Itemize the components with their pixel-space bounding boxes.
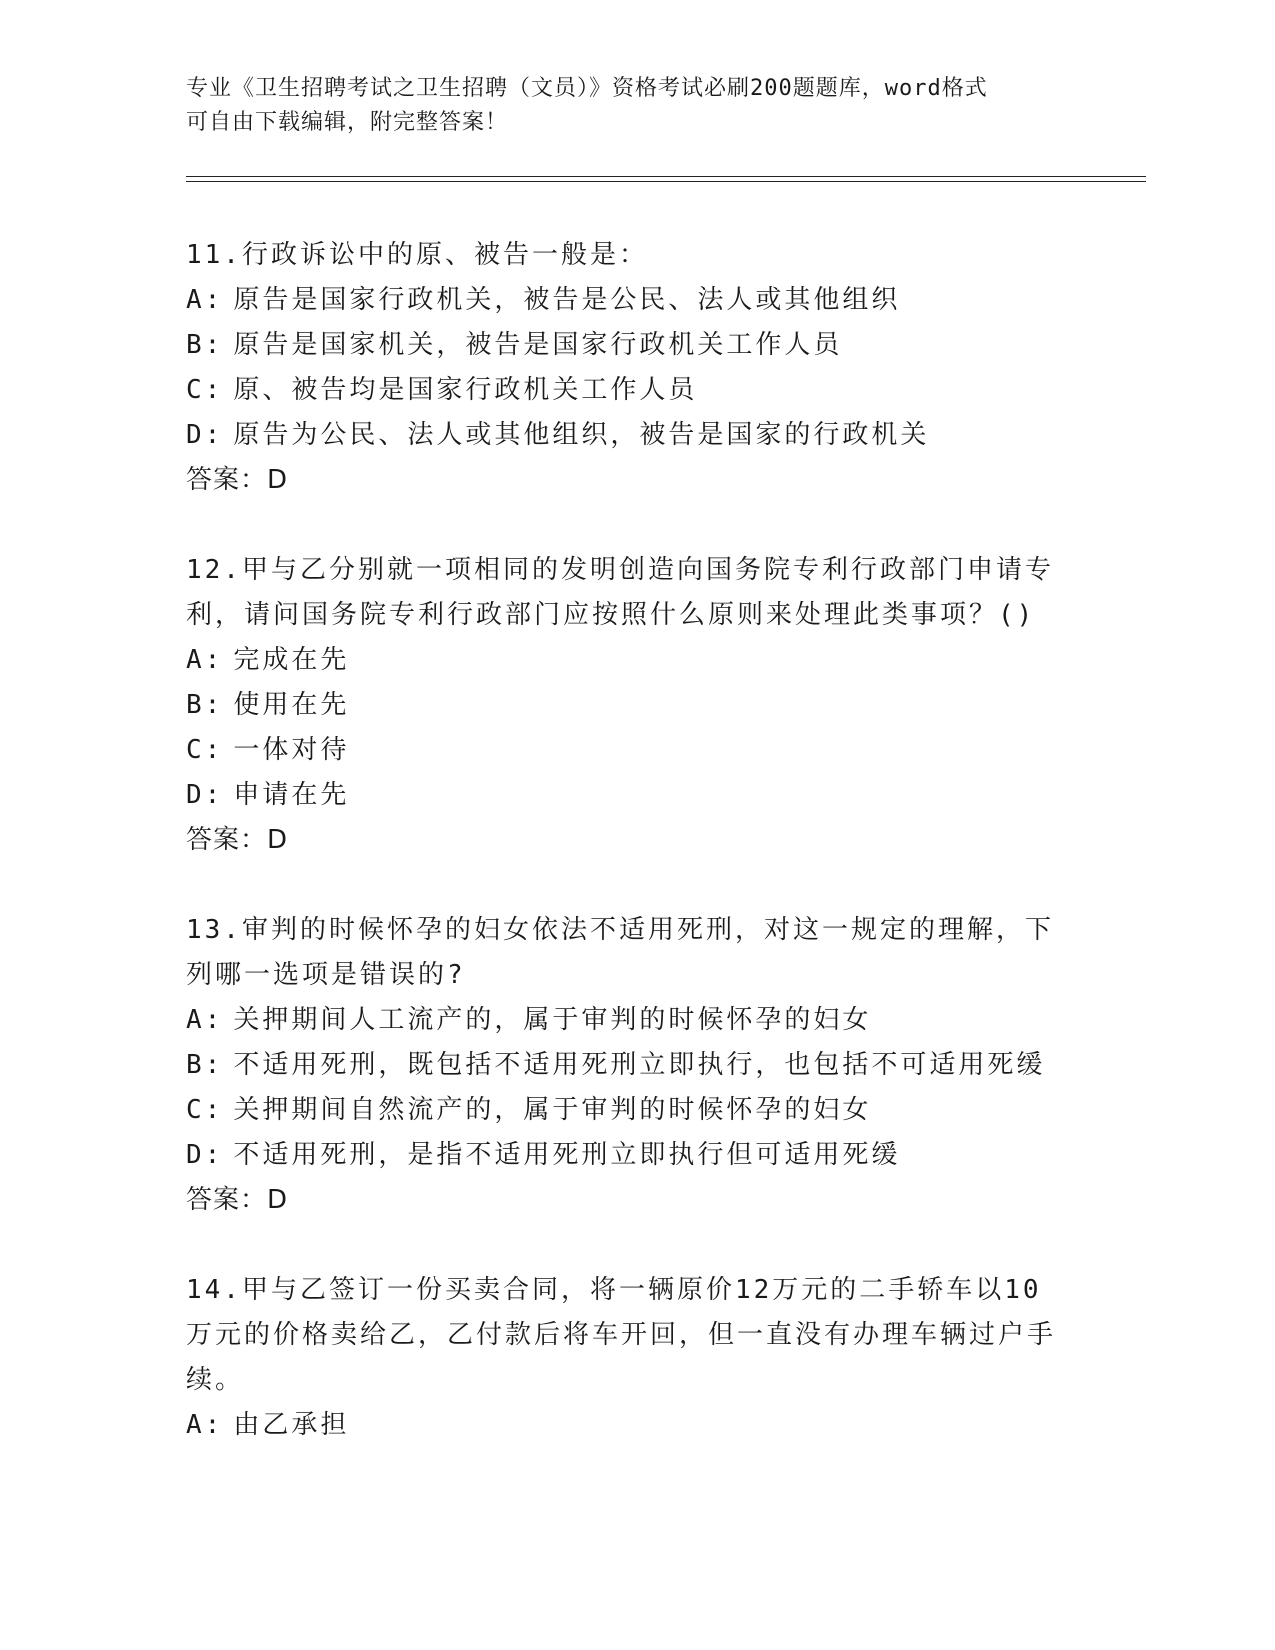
option-text: 关押期间人工流产的，属于审判的时候怀孕的妇女 <box>233 1005 872 1035</box>
question-list <box>186 233 1066 1493</box>
option-a <box>186 998 1066 1043</box>
question-11 <box>186 233 1066 503</box>
option-label: B: <box>186 1050 224 1080</box>
option-label: D: <box>186 1140 224 1170</box>
header-divider-bottom <box>186 181 1146 182</box>
option-c <box>186 1088 1066 1133</box>
option-text: 一体对待 <box>233 735 350 765</box>
answer-line: 答案：D <box>186 825 289 855</box>
option-b <box>186 1043 1066 1088</box>
question-stem: 14.甲与乙签订一份买卖合同，将一辆原价12万元的二手轿车以10万元的价格卖给乙，乙付款后将车开回，但一直没有办理车辆过户手续。 <box>186 1275 1057 1395</box>
option-a <box>186 278 1066 323</box>
question-13 <box>186 908 1066 1223</box>
header-line-2: 可自由下载编辑，附完整答案！ <box>186 110 509 135</box>
option-label: D: <box>186 780 224 810</box>
option-text: 关押期间自然流产的，属于审判的时候怀孕的妇女 <box>233 1095 872 1125</box>
option-b <box>186 323 1066 368</box>
answer-line: 答案：D <box>186 465 289 495</box>
option-text: 由乙承担 <box>233 1410 350 1440</box>
option-a <box>186 1403 1066 1448</box>
question-stem: 11.行政诉讼中的原、被告一般是： <box>186 240 648 270</box>
option-label: C: <box>186 375 224 405</box>
question-14 <box>186 1268 1066 1448</box>
option-label: A: <box>186 285 224 315</box>
question-12 <box>186 548 1066 863</box>
option-d <box>186 773 1066 818</box>
option-text: 完成在先 <box>233 645 350 675</box>
document-header <box>186 72 1066 140</box>
option-c <box>186 728 1066 773</box>
option-text: 原告是国家行政机关，被告是公民、法人或其他组织 <box>233 285 901 315</box>
option-label: A: <box>186 1410 224 1440</box>
option-label: A: <box>186 1005 224 1035</box>
header-divider-top <box>186 176 1146 177</box>
option-label: C: <box>186 1095 224 1125</box>
option-text: 使用在先 <box>233 690 350 720</box>
option-label: D: <box>186 420 224 450</box>
option-text: 申请在先 <box>233 780 350 810</box>
option-text: 不适用死刑，既包括不适用死刑立即执行，也包括不可适用死缓 <box>233 1050 1046 1080</box>
option-b <box>186 683 1066 728</box>
option-c <box>186 368 1066 413</box>
option-label: B: <box>186 330 224 360</box>
option-text: 不适用死刑，是指不适用死刑立即执行但可适用死缓 <box>233 1140 901 1170</box>
option-text: 原告是国家机关，被告是国家行政机关工作人员 <box>233 330 843 360</box>
option-text: 原告为公民、法人或其他组织，被告是国家的行政机关 <box>233 420 930 450</box>
option-d <box>186 413 1066 458</box>
option-label: A: <box>186 645 224 675</box>
question-stem: 13.审判的时候怀孕的妇女依法不适用死刑，对这一规定的理解，下列哪一选项是错误的? <box>186 915 1054 990</box>
option-label: C: <box>186 735 224 765</box>
option-a <box>186 638 1066 683</box>
header-line-1: 专业《卫生招聘考试之卫生招聘（文员）》资格考试必刷200题题库，word格式 <box>186 76 988 101</box>
option-d <box>186 1133 1066 1178</box>
answer-line: 答案：D <box>186 1185 289 1215</box>
option-text: 原、被告均是国家行政机关工作人员 <box>233 375 698 405</box>
option-label: B: <box>186 690 224 720</box>
question-stem: 12.甲与乙分别就一项相同的发明创造向国务院专利行政部门申请专利，请问国务院专利行政部门应按照什么原则来处理此类事项？() <box>186 555 1054 630</box>
